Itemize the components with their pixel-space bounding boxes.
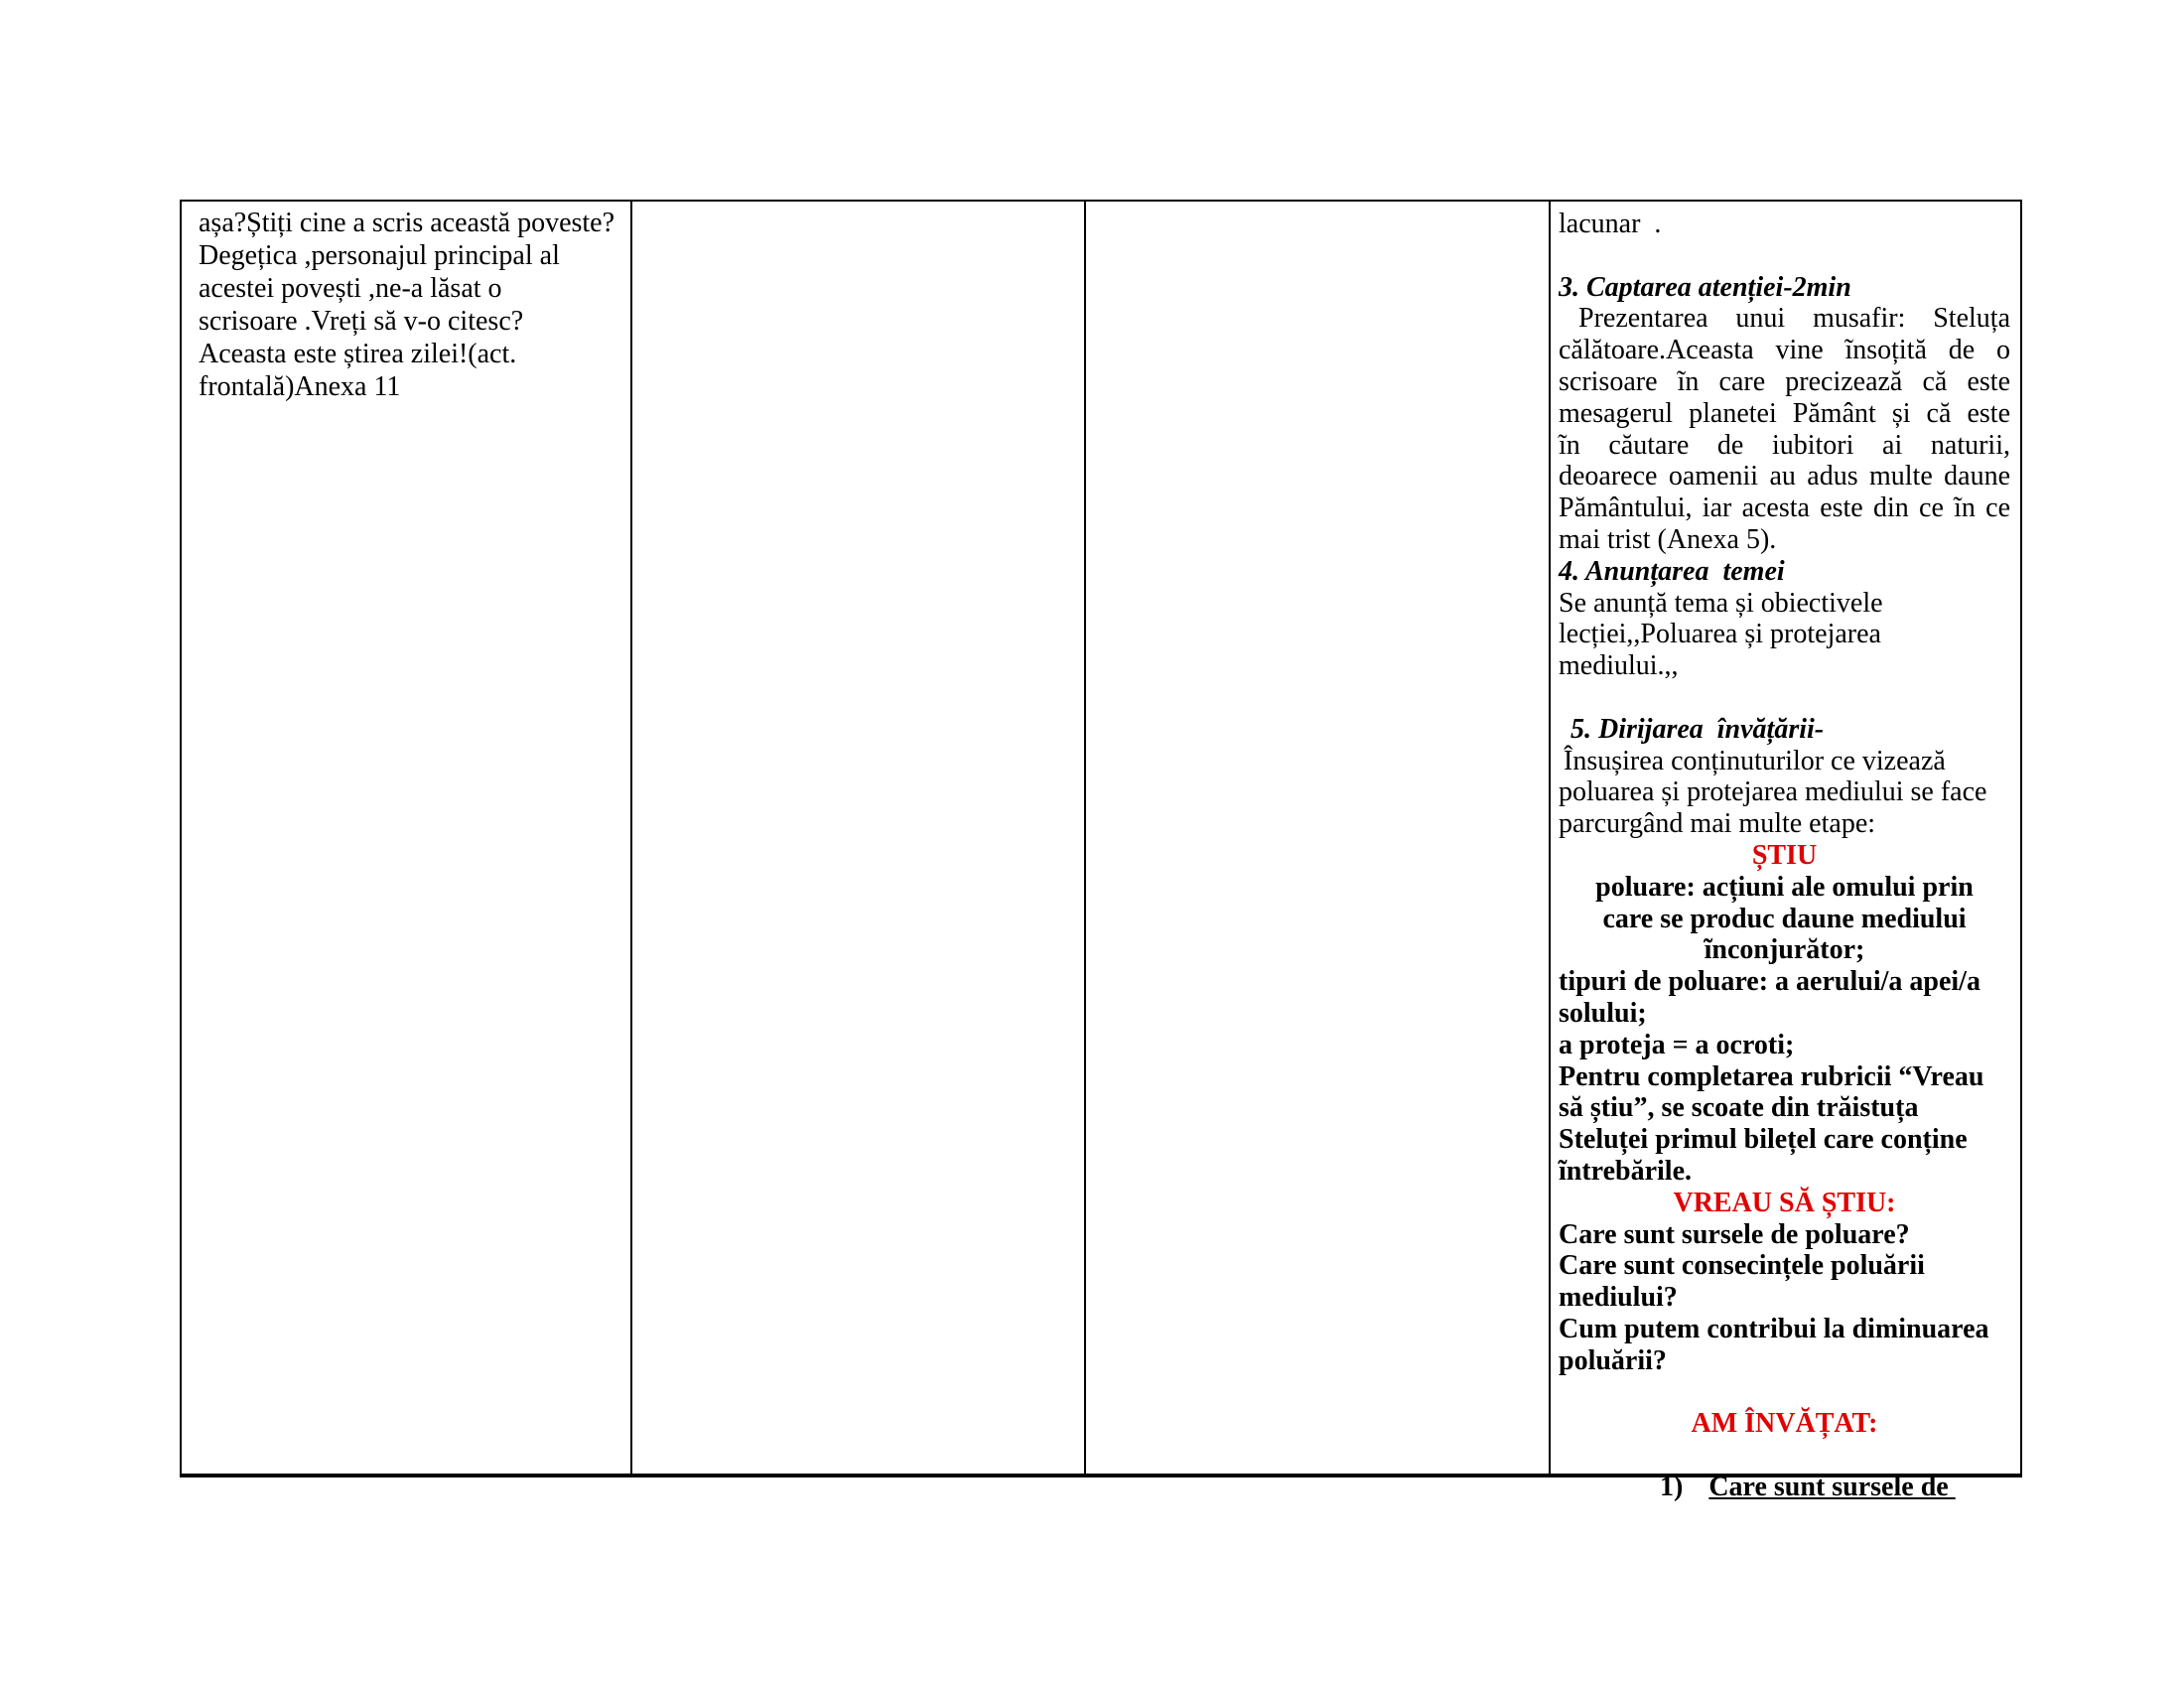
table-cell-lesson-stages [1551, 202, 2020, 1502]
text-line: mesagerul planetei Pământ și că este [1559, 397, 2010, 429]
table-cell-empty-2 [1086, 202, 1551, 1474]
heading-anuntarea-temei: 4. Anunțarea temei [1559, 555, 1785, 587]
text-line: să știu”, se scoate din trăistuța [1559, 1092, 1919, 1124]
text-line: poluării? [1559, 1344, 1667, 1376]
text-line: scrisoare ĩn care precizează că este [1559, 365, 2010, 397]
text-line: mai trist (Anexa 5). [1559, 523, 1777, 555]
blank-line [1559, 1376, 2010, 1408]
lesson-plan-table [180, 200, 2022, 1502]
text-line: călătoare.Aceasta vine ĩnsoțită de o [1559, 335, 2010, 366]
text-line: Se anunță tema și obiectivele [1559, 587, 1883, 619]
text-line: frontală)Anexa 11 [199, 371, 401, 402]
blank-line [1559, 240, 2010, 272]
list-number: 1) [1660, 1471, 1684, 1502]
text-line: scrisoare .Vreți să v-o citesc? [199, 306, 524, 337]
text-line: acestei povești ,ne-a lăsat o [199, 273, 502, 304]
text-line: așa?Știți cine a scris această poveste? [199, 208, 615, 238]
text-line: Pentru completarea rubricii “Vreau [1559, 1060, 1984, 1092]
text-line: lecției,,Poluarea și protejarea [1559, 619, 1881, 650]
text-line: tipuri de poluare: a aerului/a apei/a [1559, 966, 1980, 998]
blank-line [1559, 682, 2010, 714]
text-line: mediului.,, [1559, 650, 1679, 682]
text-line: Însușirea conținuturilor ce vizează [1564, 745, 1946, 776]
text-line: poluare: acțiuni ale omului prin [1595, 871, 1974, 903]
text-line: ĩnconjurător; [1704, 934, 1865, 966]
text-line: poluarea și protejarea mediului se face [1559, 776, 1987, 808]
am-invatat-heading: AM ÎNVĂȚAT: [1691, 1408, 1878, 1440]
text-line: ĩntrebările. [1559, 1155, 1693, 1187]
text-line: a proteja = a ocroti; [1559, 1029, 1795, 1060]
text-line: Aceasta este știrea zilei!(act. [199, 339, 517, 369]
text-line: mediului? [1559, 1282, 1678, 1314]
table-cell-teacher-activity [182, 202, 632, 1474]
text-line: Pământului, iar acesta este din ce ĩn ce [1559, 492, 2010, 524]
text-line: Prezentarea unui musafir: Steluța [1578, 303, 2010, 335]
list-text-underlined: Care sunt sursele de [1708, 1471, 1956, 1502]
text-line: Degețica ,personajul principal al [199, 240, 560, 271]
text-line: ĩn căutare de iubitori ai naturii, [1559, 429, 2010, 461]
text-line: Steluței primul bilețel care conține [1559, 1124, 1968, 1156]
text-line: lacunar . [1559, 209, 1662, 239]
numbered-list-item-1 [1559, 1440, 2010, 1534]
heading-dirijarea-invatarii: 5. Dirijarea învățării- [1570, 713, 1825, 745]
heading-captarea-atentiei: 3. Captarea atenției-2min [1559, 271, 1851, 303]
text-line: solului; [1559, 997, 1647, 1029]
text-line: Care sunt consecințele poluării [1559, 1250, 1925, 1282]
text-line: Care sunt sursele de poluare? [1559, 1218, 1910, 1250]
vreau-sa-stiu-heading: VREAU SĂ ȘTIU: [1673, 1187, 1896, 1218]
text-line: parcurgând mai multe etape: [1559, 808, 1876, 840]
stiu-heading: ȘTIU [1751, 839, 1818, 871]
text-line: deoarece oamenii au adus multe daune [1559, 461, 2010, 492]
text-line: care se produc daune mediului [1602, 903, 1967, 934]
table-cell-empty-1 [632, 202, 1086, 1474]
text-line: Cum putem contribui la diminuarea [1559, 1313, 1989, 1344]
